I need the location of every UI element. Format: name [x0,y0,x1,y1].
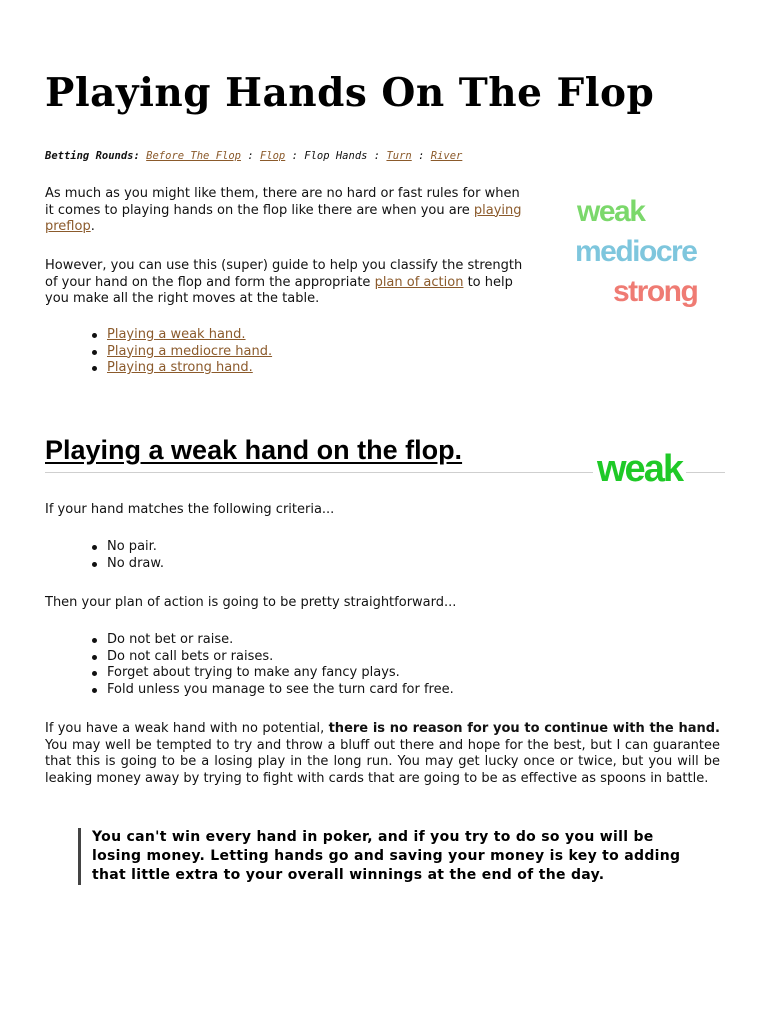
separator: : [291,150,298,162]
link-turn[interactable]: Turn [386,150,412,162]
weak-tag-graphic: weak [593,446,686,492]
betting-rounds-label: Betting Rounds: [45,150,140,162]
word-strong: strong [613,275,698,308]
article [45,0,725,1024]
link-mediocre-hand[interactable]: Playing a mediocre hand. [107,343,273,359]
list-item: Do not call bets or raises. [107,649,454,666]
list-item [107,360,272,377]
separator: : [373,150,381,162]
list-item: Forget about trying to make any fancy plays. [107,665,454,682]
hand-strength-graphic [575,192,725,312]
word-mediocre: mediocre [575,235,697,268]
link-weak-hand[interactable]: Playing a weak hand. [107,327,246,342]
separator: : [247,150,254,162]
intro-paragraph-1 [45,186,527,236]
word-weak: weak [577,195,645,228]
link-flop[interactable]: Flop [259,150,286,162]
list-item: Do not bet or raise. [107,632,454,649]
page-title: Playing Hands On The Flop [45,70,655,116]
link-plan-of-action[interactable]: plan of action [374,274,464,290]
link-strong-hand[interactable]: Playing a strong hand. [107,360,253,375]
criteria-list [107,539,164,572]
plan-list [107,632,454,698]
pull-quote: You can't win every hand in poker, and if you try to do so you will be losing money. Letting hands go and saving your money is key to adding that little extra to your overall winnings at the end of the day. [78,828,692,885]
list-item: No draw. [107,555,164,571]
intro-text-end: to help you make all the right moves at the table. [45,274,513,306]
intro-text: However, you can use this (super) guide to help you classify the strength of your hand on the flop and form the appropriate [45,258,523,290]
plan-intro: Then your plan of action is going to be pretty straightforward... [45,595,457,610]
body-text: If you have a weak hand with no potential, [45,721,329,736]
link-river[interactable]: River [430,150,463,162]
separator: : [418,150,425,162]
weak-hand-body [45,721,720,787]
criteria-intro: If your hand matches the following criteria... [45,502,335,517]
intro-paragraph-2 [45,258,535,308]
body-bold-text: there is no reason for you to continue with the hand. [328,721,720,736]
betting-rounds-nav [45,150,462,162]
list-item: Fold unless you manage to see the turn card for free. [107,681,454,697]
current-flop-hands: Flop Hands [304,150,368,162]
list-item [107,327,272,344]
intro-text: As much as you might like them, there are no hard or fast rules for when it comes to playing hands on the flop like there are when you are [45,186,520,218]
body-text: You may well be tempted to try and throw a bluff out there and hope for the best, but I can guarantee that this is going to be a losing play in the long run. You may get lucky once or twice, but you will be leaking money away by trying to fight with cards that are going to be as effective as spoons in battle. [45,737,720,786]
list-item: No pair. [107,539,164,556]
intro-text-end: . [90,219,95,234]
list-item [107,344,272,361]
table-of-contents [107,327,272,377]
link-before-the-flop[interactable]: Before The Flop [146,150,241,162]
section-heading-weak: Playing a weak hand on the flop. [45,435,463,465]
link-playing-preflop[interactable]: playing preflop [45,202,522,234]
